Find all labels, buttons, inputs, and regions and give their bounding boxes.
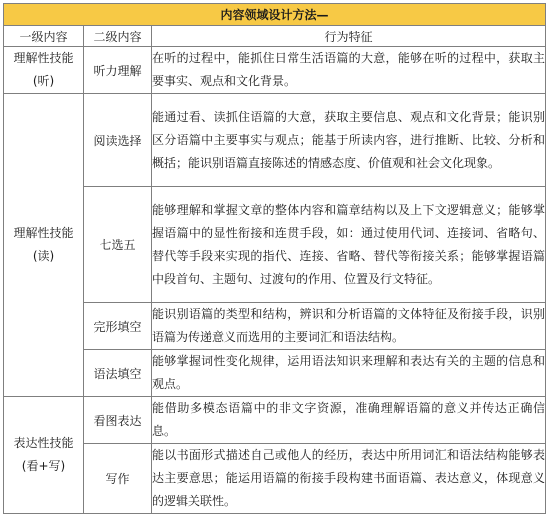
- level2-cell: 写作: [84, 444, 152, 514]
- level1-cell-writing: [4, 397, 84, 514]
- feature-cell: 能够理解和掌握文章的整体内容和篇章结构以及上下文逻辑意义；能够掌握语篇中的显性衔接和连贯手段，如：通过使用代词、连接词、省略句、替代等手段来实现的指代、连接、省略、替代等衔接关系；能够掌握语篇中段首句、主题句、过渡句的作用、位置及行文特征。: [152, 187, 546, 303]
- level2-cell: 阅读选择: [84, 94, 152, 187]
- level1-label: 表达性技能: [13, 436, 74, 450]
- level1-sublabel: (看+写): [21, 459, 66, 473]
- feature-cell: 能识别语篇的类型和结构，辨识和分析语篇的文体特征及衔接手段，识别语篇为传递意义而选用的主要词汇和语法结构。: [152, 303, 546, 350]
- header-level2: 二级内容: [84, 26, 152, 47]
- level1-cell-reading: [4, 94, 84, 397]
- table-row: [4, 303, 546, 350]
- table-row: [4, 397, 546, 444]
- header-level1: 一级内容: [4, 26, 84, 47]
- table-row: [4, 47, 546, 94]
- design-methods-table: [3, 3, 546, 514]
- table-title: 内容领域设计方法—: [4, 4, 546, 26]
- table-row: [4, 444, 546, 514]
- feature-cell: 能借助多模态语篇中的非文字资源，准确理解语篇的意义并传达正确信息。: [152, 397, 546, 444]
- table-row: [4, 187, 546, 303]
- feature-cell: 能够掌握词性变化规律，运用语法知识来理解和表达有关的主题的信息和观点。: [152, 350, 546, 397]
- level2-cell: 七选五: [84, 187, 152, 303]
- feature-cell: 能以书面形式描述自己或他人的经历，表达中所用词汇和语法结构能够表达主要意思；能运用语篇的衔接手段构建书面语篇、表达意义，体现意义的逻辑关联性。: [152, 444, 546, 514]
- level2-cell: 听力理解: [84, 47, 152, 94]
- level2-cell: 看图表达: [84, 397, 152, 444]
- level2-cell: 完形填空: [84, 303, 152, 350]
- level1-sublabel: (听): [32, 74, 55, 88]
- table-row: [4, 350, 546, 397]
- feature-cell: 在听的过程中，能抓住日常生活语篇的大意，能够在听的过程中，获取主要事实、观点和文化背景。: [152, 47, 546, 94]
- feature-cell: 能通过看、读抓住语篇的大意，获取主要信息、观点和文化背景；能识别区分语篇中主要事实与观点；能基于所读内容，进行推断、比较、分析和概括；能识别语篇直接陈述的情感态度、价值观和社会文化现象。: [152, 94, 546, 187]
- table-row: [4, 94, 546, 187]
- level1-label: 理解性技能: [13, 226, 74, 240]
- level1-sublabel: (读): [32, 249, 55, 263]
- level1-label: 理解性技能: [13, 51, 74, 65]
- level2-cell: 语法填空: [84, 350, 152, 397]
- level1-cell-listening: [4, 47, 84, 94]
- header-feature: 行为特征: [152, 26, 546, 47]
